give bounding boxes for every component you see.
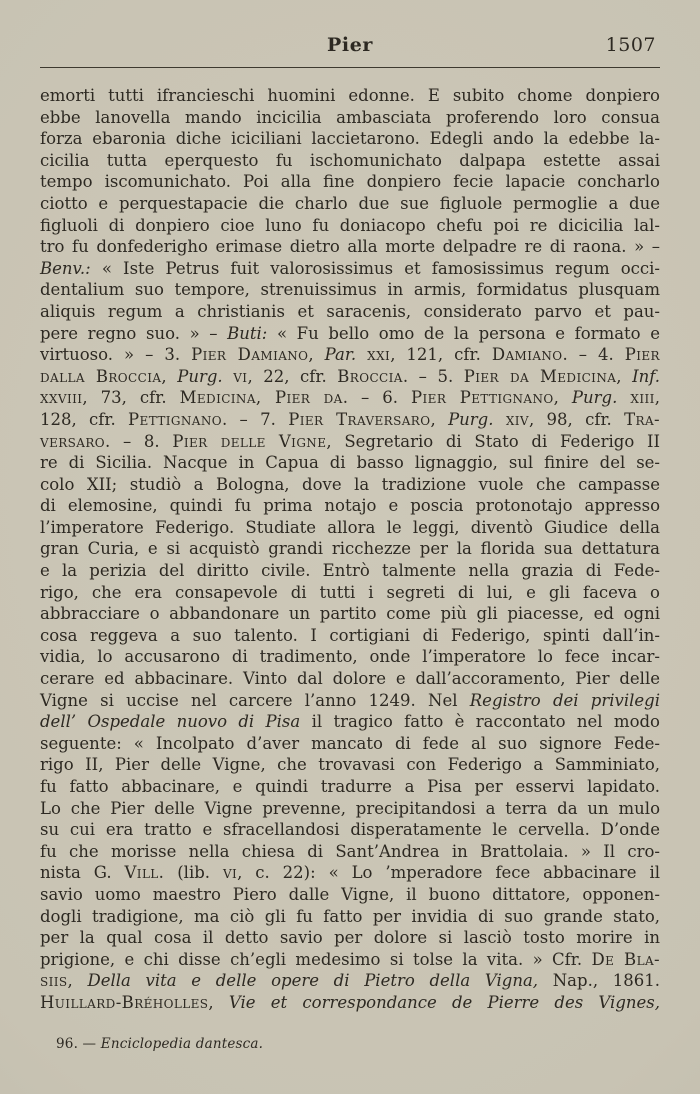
text-line (40, 862, 660, 884)
text-segment: , c. 22): « Lo ’mperadore fece abbacinare il (237, 863, 661, 883)
text-segment: vidia, lo accusarono di tradimento, onde l’imperatore lo fece incar- (40, 647, 660, 667)
text-line (40, 452, 660, 474)
text-segment: Tra- (624, 409, 660, 429)
text-segment: vi (233, 366, 248, 386)
text-segment: « Iste Petrus fuit valorosissimus et famosissimus regum occi- (90, 258, 660, 278)
text-segment: dalla Broccia (40, 366, 162, 386)
text-line (40, 970, 660, 992)
text-line (40, 949, 660, 971)
text-line (40, 517, 660, 539)
body-text (40, 85, 660, 1014)
text-segment: siis (40, 971, 68, 991)
text-segment: , (553, 388, 572, 408)
text-line (40, 625, 660, 647)
text-line (40, 387, 660, 409)
text-segment: Broccia (337, 366, 403, 386)
text-line (40, 841, 660, 863)
text-segment: tempo iscomunichato. Poi alla fine donpiero fecie lapacie concharlo (40, 172, 660, 192)
text-segment: fu fatto abbacinare, e quindi tradurre a Pisa per esservi lapidato. (40, 777, 660, 796)
text-segment: Vigne si uccise nel carcere l’anno 1249. Nel (40, 690, 470, 710)
text-line (40, 992, 660, 1014)
text-segment: , 22, cfr. (247, 366, 338, 386)
text-segment: virtuoso. » – 3. (40, 345, 192, 365)
text-segment: « Fu bello omo de la persona e formato e (267, 323, 660, 343)
text-segment: , 98, cfr. (528, 409, 625, 429)
text-segment: il tragico fatto è raccontato nel modo (300, 712, 660, 732)
text-segment: l’imperatore Federigo. Studiate allora le leggi, diventò Giudice della (40, 517, 660, 537)
text-line (40, 215, 660, 237)
text-segment: prigione, e chi disse ch’egli medesimo si tolse la vita. » Cfr. (40, 949, 592, 969)
text-segment: Pier Pettignano (411, 388, 554, 408)
text-segment: rigo, che era consapevole di tutti i segreti di lui, e gli faceva o (40, 582, 660, 602)
text-segment: savio uomo maestro Piero dalle Vigne, il buono dittatore, opponen- (40, 884, 660, 904)
text-segment: , (161, 366, 178, 386)
text-line (40, 85, 660, 107)
text-segment: , (208, 992, 229, 1012)
text-segment: Purg. (448, 409, 494, 429)
text-segment: Nap., 1861. (538, 971, 660, 991)
text-segment: Inf. (632, 366, 661, 386)
text-segment: , (430, 409, 449, 429)
text-segment: xxi (367, 345, 391, 365)
text-segment: tro fu donfederigho erimase dietro alla morte delpadre re di raona. » – (40, 237, 660, 257)
text-line (40, 538, 660, 560)
text-line (40, 733, 660, 755)
text-segment: Pier delle Vigne (172, 431, 327, 451)
text-line (40, 409, 660, 431)
running-head: Pier (326, 34, 373, 56)
text-segment: 96. — (56, 1036, 101, 1052)
text-line (40, 776, 660, 798)
text-segment: . – 6. (342, 388, 412, 408)
text-line (40, 236, 660, 258)
text-segment: per la qual cosa il detto savio per dolore si lasciò tosto morire in (40, 928, 660, 948)
text-segment: Pier Traversaro (288, 409, 431, 429)
text-segment: xiv (505, 409, 529, 429)
text-line (40, 107, 660, 129)
text-segment: seguente: « Incolpato d’aver mancato di fede al suo signore Fede- (40, 733, 660, 753)
text-segment: dell’ Ospedale nuovo di Pisa (40, 712, 301, 732)
text-line (40, 258, 660, 280)
text-segment: , (616, 366, 633, 386)
text-line (40, 431, 660, 453)
text-line (40, 150, 660, 172)
text-segment: , (654, 388, 660, 408)
footer-text (56, 1036, 263, 1052)
text-segment: . – 4. (562, 345, 625, 365)
text-line (40, 560, 660, 582)
text-segment: di elemosine, quindi fu prima notajo e poscia protonotajo appresso (40, 496, 660, 516)
text-line (40, 906, 660, 928)
text-segment: cicilia tutta eperquesto fu ischomunichato dalpapa estette assai (40, 150, 660, 170)
text-line (40, 366, 660, 388)
text-line (40, 711, 660, 733)
text-segment: Vill. (124, 863, 165, 883)
text-line (40, 754, 660, 776)
text-segment: Vie et correspondance de Pierre des Vignes, (228, 992, 660, 1012)
text-segment: Registro dei privilegi (469, 690, 661, 710)
text-segment: . – 5. (402, 366, 464, 386)
text-segment: aliquis regum a christianis et saracenis, considerato parvo et pau- (40, 301, 660, 321)
text-segment (617, 388, 630, 407)
text-line (40, 193, 660, 215)
text-line (40, 798, 660, 820)
text-segment: pere regno suo. » – (40, 323, 228, 343)
text-segment: Pier Damiano (191, 345, 309, 365)
text-segment: Par. (324, 345, 357, 365)
text-segment: fu che morisse nella chiesa di Sant’Andrea in Brattolaia. » Il cro- (40, 841, 660, 861)
text-line (40, 690, 660, 712)
text-segment: versaro (40, 431, 106, 451)
text-segment: , 73, cfr. (82, 388, 180, 408)
text-segment: Pettignano (128, 409, 222, 429)
text-segment: ebbe lanovella mando incicilia ambasciata proferendo loro consua (40, 107, 660, 127)
text-segment: , Segretario di Stato di Federigo II (326, 431, 660, 451)
text-segment: Purg. (571, 388, 618, 408)
text-segment: emorti tutti ifrancieschi huomini edonne. E subito chome donpiero (40, 86, 660, 105)
text-line (40, 171, 660, 193)
text-segment: De Bla- (591, 949, 660, 969)
text-line (40, 495, 660, 517)
text-line (40, 279, 660, 301)
text-segment: Pier (624, 345, 660, 365)
text-segment: gran Curia, e si acquistò grandi ricchezze per la florida sua dettatura (40, 539, 660, 559)
header-rule (40, 67, 660, 68)
text-segment: cosa reggeva a suo talento. I cortigiani di Federigo, spinti dall’in- (40, 625, 660, 645)
text-line (40, 474, 660, 496)
text-segment: dentalium suo tempore, strenuissimus in armis, formidatus plusquam (40, 280, 660, 300)
text-segment: . – 8. (105, 431, 173, 451)
text-segment: abbracciare o abbandonare un partito come più gli piacesse, ed ogni (40, 604, 660, 624)
text-segment: dogli tradigione, ma ciò gli fu fatto per invidia di suo grande stato, (40, 906, 660, 926)
text-segment: cerare ed abbacinare. Vinto dal dolore e dall’accoramento, Pier delle (40, 669, 660, 689)
text-segment: . – 7. (221, 409, 289, 429)
text-segment: Buti: (227, 323, 268, 343)
text-segment: e la perizia del diritto civile. Entrò talmente nella grazia di Fede- (40, 561, 660, 581)
text-segment: Lo che Pier delle Vigne prevenne, precipitandosi a terra da un mulo (40, 798, 660, 818)
text-segment: , (308, 345, 325, 365)
text-segment (494, 410, 506, 429)
text-segment: xxviii (40, 388, 83, 408)
text-line (40, 884, 660, 906)
text-segment: nista G. (40, 863, 125, 883)
text-segment: figluoli di donpiero cioe luno fu doniacopo chefu poi re dicicilia lal- (40, 215, 660, 235)
text-segment: vi (222, 863, 238, 883)
page-number: 1507 (605, 34, 656, 56)
text-segment: re di Sicilia. Nacque in Capua di basso lignaggio, sul finire del se- (40, 453, 660, 473)
text-segment: forza ebaronia diche iciciliani laccietarono. Edegli ando la edebbe la- (40, 129, 660, 149)
text-line (40, 603, 660, 625)
text-segment (223, 367, 234, 386)
text-line (40, 344, 660, 366)
text-line (40, 301, 660, 323)
text-segment: rigo II, Pier delle Vigne, che trovavasi con Federigo a Samminiato, (40, 755, 660, 775)
text-line (40, 323, 660, 345)
text-segment: xiii (630, 388, 655, 408)
footer (56, 1036, 263, 1052)
text-segment: Benv.: (40, 258, 91, 278)
text-line (40, 927, 660, 949)
text-line (40, 819, 660, 841)
text-segment: su cui era tratto e sfracellandosi disperatamente le cervella. D’onde (40, 820, 660, 840)
text-segment: Huillard-Bréholles (40, 992, 209, 1012)
text-line (40, 128, 660, 150)
text-segment: ciotto e perquestapacie die charlo due sue figluole permoglie a due (40, 193, 660, 213)
text-segment: 128, cfr. (40, 409, 129, 429)
text-segment: Damiano (491, 345, 563, 365)
text-segment: Enciclopedia dantesca. (100, 1036, 264, 1052)
text-segment: Pier da Medicina (463, 366, 617, 386)
text-segment: colo XII; studiò a Bologna, dove la tradizione vuole che campasse (40, 474, 660, 494)
text-segment: (lib. (164, 863, 223, 883)
text-segment (356, 345, 367, 364)
text-line (40, 582, 660, 604)
text-line (40, 646, 660, 668)
text-segment: , (67, 971, 88, 991)
text-segment: Medicina, Pier da (179, 388, 343, 408)
text-line (40, 668, 660, 690)
text-segment: , 121, cfr. (390, 345, 492, 365)
text-segment: Della vita e delle opere di Pietro della Vigna, (87, 971, 539, 991)
text-segment: Purg. (177, 366, 223, 386)
